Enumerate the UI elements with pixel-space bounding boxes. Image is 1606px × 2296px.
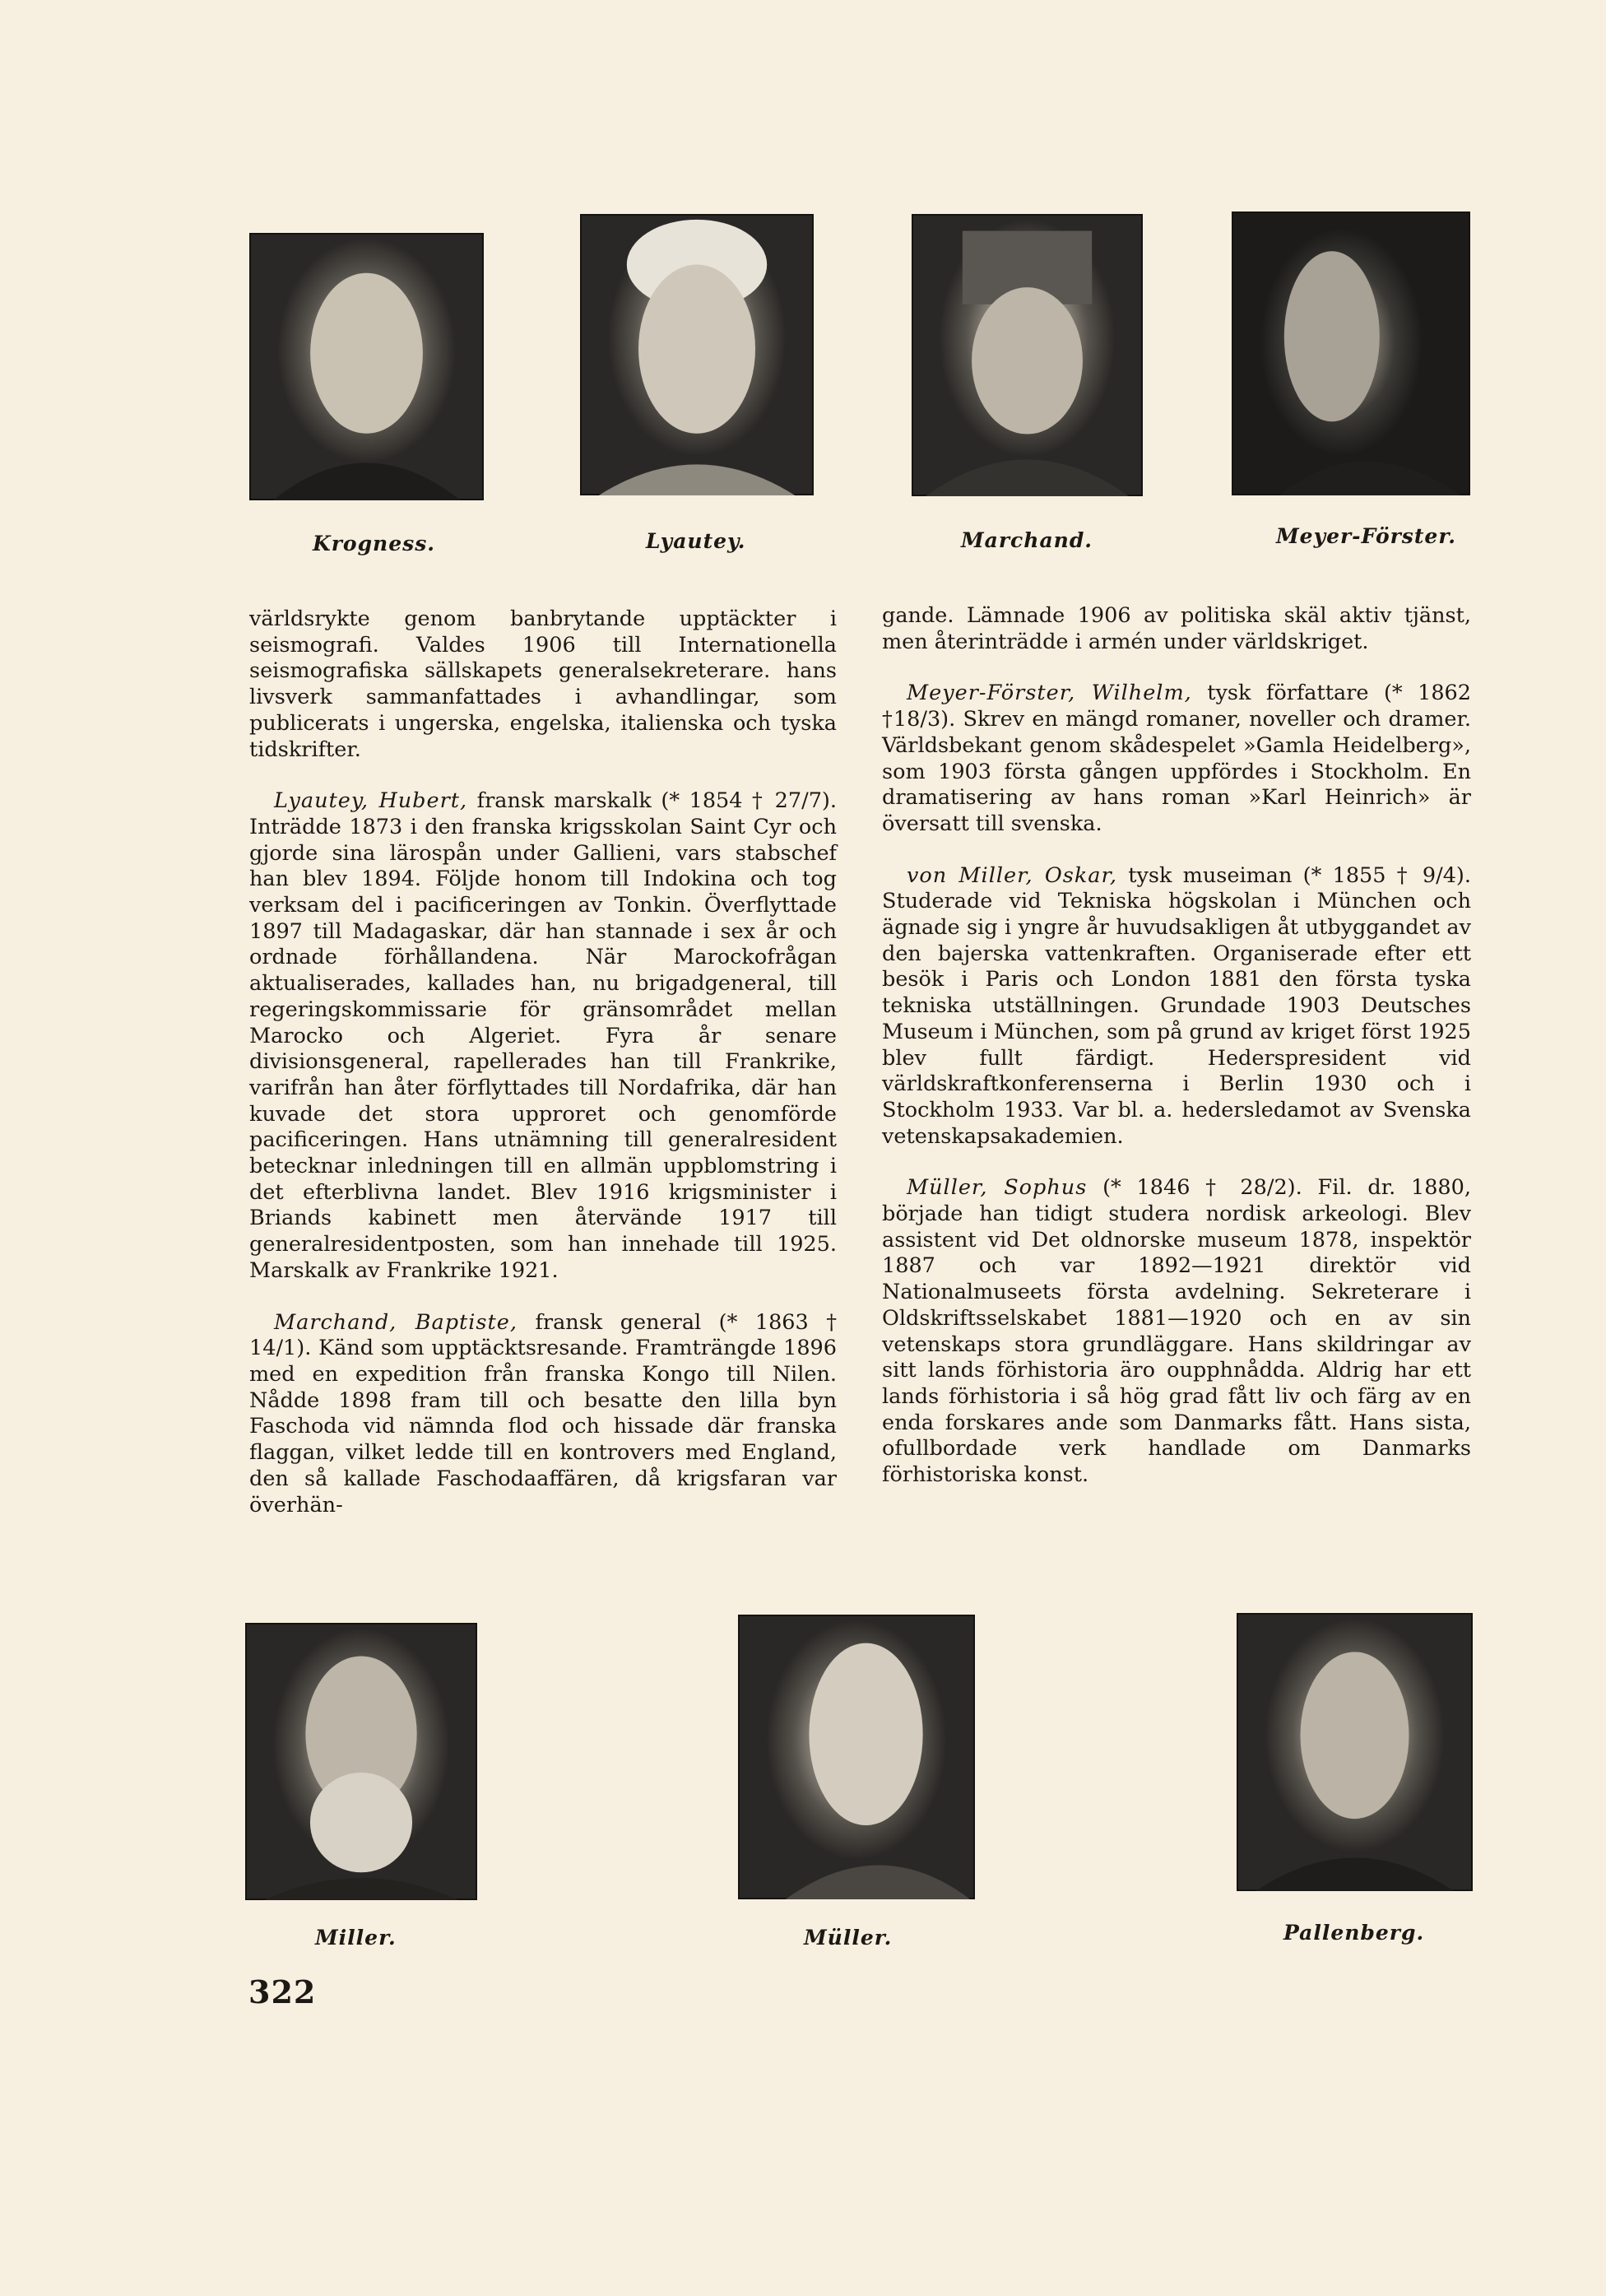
muller-headword: Müller, Sophus [907,1175,1088,1201]
portrait-krogness-image [249,233,484,500]
marchand-text: fransk general (* 1863 † 14/1). Känd som upptäcktsresande. Framträngde 1896 med en expedition från franska Kongo till Nilen. Nådde 1898 fram till och besatte den lilla byn Faschoda vid nämnda flod och hissade där franska flaggan, vilket ledde till en kontrovers med England, den så kallade Faschodaaffären, då krigsfaran var överhän- [249,1309,837,1517]
meyer-forster-entry [882,681,1471,837]
meyer-forster-headword: Meyer-Förster, Wilhelm, [907,681,1192,706]
portrait-lyautey [580,214,814,495]
miller-headword: von Miller, Oskar, [907,862,1117,888]
lyautey-headword: Lyautey, Hubert, [274,788,468,814]
caption-muller: Müller. [804,1926,893,1950]
caption-krogness: Krogness. [313,532,435,555]
portrait-miller [245,1623,477,1900]
portrait-muller [738,1615,975,1899]
left-column [249,607,837,1518]
marchand-entry-continued [882,603,1471,655]
portrait-meyer-forster-image [1232,211,1470,495]
caption-marchand: Marchand. [961,528,1093,552]
portrait-miller-image [245,1623,477,1900]
muller-text: (* 1846 † 28/2). Fil. dr. 1880, började han tidigt studera nordisk arkeologi. Blev assistent vid Det oldnorske museum 1878, inspektör 1887 och var 1892—1921 direktör vid Nationalmuseets första avdelning. Sekreterare i Oldskriftsselskabet 1881—1920 och en av sin vetenskaps stora grundläggare. Hans skildringar av sitt lands förhistoria äro oupphnådda. Aldrig har ett lands förhistoria i så hög grad fått liv och färg av en enda forskares ande som Danmarks fått. Hans sista, ofullbordade verk handlade om Danmarks förhistoriska konst. [882,1175,1471,1488]
portrait-pallenberg [1237,1613,1473,1891]
page-number: 322 [248,1973,317,2010]
lyautey-text: fransk marskalk (* 1854 † 27/7). Inträdde 1873 i den franska krigsskolan Saint Cyr och gjorde sina lärospån under Gallieni, vars stabschef han blev 1894. Följde honom till Indokina och tog verksam del i pacificeringen av Tonkin. Överflyttade 1897 till Madagaskar, där han stannade i sex år och ordnade förhållandena. När Marockofrågan aktualiserades, kallades han, nu brigadgeneral, till regeringskommissarie för gränsområdet mellan Marocko och Algeriet. Fyra år senare divisionsgeneral, rapellerades han till Frankrike, varifrån han åter förflyttades till Nordafrika, där han kuvade det stora upproret och genomförde pacificeringen. Hans utnämning till generalresident betecknar inledningen till en allmän uppblomstring i det efterblivna landet. Blev 1916 krigsminister i Briands kabinett men återvände 1917 till generalresidentposten, som han innehade till 1925. Marskalk av Frankrike 1921. [249,788,837,1283]
marchand-continued-text: gande. Lämnade 1906 av politiska skäl aktiv tjänst, men återinträdde i armén under världskriget. [882,603,1471,654]
portrait-meyer-forster [1232,211,1470,495]
caption-lyautey: Lyautey. [646,529,746,553]
caption-meyer-forster: Meyer-Förster. [1276,524,1456,548]
krogness-entry-continued [249,607,837,763]
miller-text: tysk museiman (* 1855 † 9/4). Studerade vid Tekniska högskolan i München och ägnade sig i yngre år huvudsakligen åt utbyggandet av den bajerska vattenkraften. Organiserade efter ett besök i Paris och London 1881 den första tyska tekniska utställningen. Grundade 1903 Deutsches Museum i München, som på grund av kriget först 1925 blev fullt färdigt. Hederspresident vid världskraftkonferenserna i Berlin 1930 och i Stockholm 1933. Var bl. a. hedersledamot av Svenska vetenskapsakademien. [882,862,1471,1149]
portrait-marchand [912,214,1143,496]
portrait-marchand-image [912,214,1143,496]
right-column [882,603,1471,1489]
caption-pallenberg: Pallenberg. [1283,1921,1425,1945]
portrait-muller-image [738,1615,975,1899]
caption-miller: Miller. [315,1926,397,1950]
muller-entry [882,1175,1471,1488]
portrait-lyautey-image [580,214,814,495]
lyautey-entry [249,788,837,1284]
portrait-krogness [249,233,484,500]
krogness-text: världsrykte genom banbrytande upptäckter i seismografi. Valdes 1906 till Internationella seismografiska sällskapets generalsekreterare. hans livsverk sammanfattades i avhandlingar, som publicerats i ungerska, engelska, italienska och tyska tidskrifter. [249,607,837,762]
miller-entry [882,863,1471,1150]
marchand-headword: Marchand, Baptiste, [274,1309,518,1335]
portrait-pallenberg-image [1237,1613,1473,1891]
meyer-forster-text: tysk författare (* 1862 †18/3). Skrev en mängd romaner, noveller och dramer. Världsbekant genom skådespelet »Gamla Heidelberg», som 1903 första gången uppfördes i Stockholm. En dramatisering av hans roman »Karl Heinrich» är översatt till svenska. [882,681,1471,836]
marchand-entry [249,1310,837,1519]
